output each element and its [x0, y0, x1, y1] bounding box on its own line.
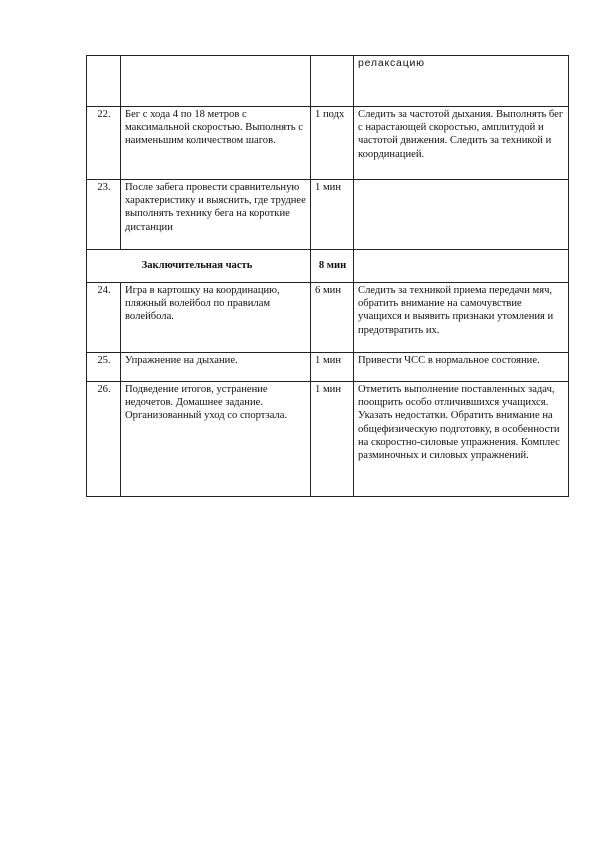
methodical-note: Привести ЧСС в нормальное состояние. [354, 353, 569, 382]
methodical-note: Отметить выполнение поставленных задач, поощрить особо отличившихся учащихся. Указать недостатки. Обратить внимание на общефизическую подготовку, в особенности на скоростно-силовые упражнения. Комплес разминочных и силовых упражнений. [354, 382, 569, 497]
section-note-empty [354, 250, 569, 283]
exercise-content: Бег с хода 4 по 18 метров с максимальной скоростью. Выполнять с наименьшим количеством шагов. [121, 107, 311, 180]
row-number: 26. [87, 382, 121, 497]
methodical-note: Следить за частотой дыхания. Выполнять бег с нарастающей скоростью, амплитудой и частотой движения. Следить за техникой и координацией. [354, 107, 569, 180]
methodical-note: Следить за техникой приема передачи мяч, обратить внимание на самочувствие учащихся и выявить признаки утомления и предотвратить их. [354, 283, 569, 353]
dosage: 1 мин [311, 353, 354, 382]
exercise-content: Упражнение на дыхание. [121, 353, 311, 382]
table-row [87, 382, 569, 497]
row-number: 22. [87, 107, 121, 180]
row-number: 24. [87, 283, 121, 353]
table-row [87, 180, 569, 250]
exercise-content: Игра в картошку на координацию, пляжный волейбол по правилам волейбола. [121, 283, 311, 353]
row-number: 23. [87, 180, 121, 250]
dosage: 1 подх [311, 107, 354, 180]
dosage: 1 мин [311, 180, 354, 250]
exercise-content [121, 56, 311, 107]
row-number [87, 56, 121, 107]
exercise-content: Подведение итогов, устранение недочетов. Домашнее задание. Организованный уход со спортзала. [121, 382, 311, 497]
lesson-plan-table [86, 55, 569, 497]
table-row [87, 283, 569, 353]
table-row [87, 107, 569, 180]
dosage: 1 мин [311, 382, 354, 497]
methodical-note [354, 180, 569, 250]
section-duration: 8 мин [311, 250, 354, 283]
section-header-row [87, 250, 569, 283]
table-row [87, 56, 569, 107]
methodical-note: релаксацию [354, 56, 569, 107]
exercise-content: После забега провести сравнительную характеристику и выяснить, где труднее выполнять технику бега на короткие дистанции [121, 180, 311, 250]
row-number: 25. [87, 353, 121, 382]
table-row [87, 353, 569, 382]
dosage: 6 мин [311, 283, 354, 353]
dosage [311, 56, 354, 107]
section-title: Заключительная часть [87, 250, 311, 283]
